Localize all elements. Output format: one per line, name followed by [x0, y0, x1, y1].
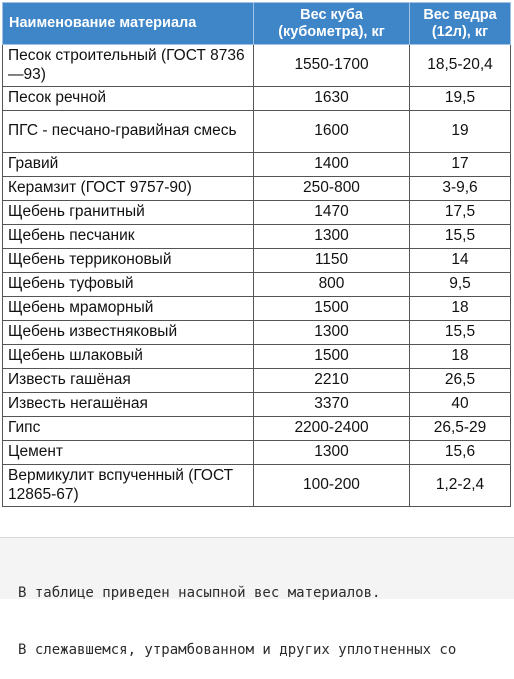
cube-weight-cell: 1400 [254, 153, 410, 177]
bucket-weight-cell: 3-9,6 [410, 177, 511, 201]
material-name-cell: Известь гашёная [3, 369, 254, 393]
material-name-cell: Щебень известняковый [3, 321, 254, 345]
bucket-weight-cell: 19 [410, 111, 511, 153]
header-cube-weight: Вес куба (кубометра), кг [254, 3, 410, 45]
cube-weight-cell: 1300 [254, 321, 410, 345]
table-row [3, 297, 511, 321]
table-body [3, 45, 511, 507]
cube-weight-cell: 1550-1700 [254, 45, 410, 87]
material-name-cell: Песок речной [3, 87, 254, 111]
material-name-cell: Щебень песчаник [3, 225, 254, 249]
cube-weight-cell: 1470 [254, 201, 410, 225]
bucket-weight-cell: 26,5 [410, 369, 511, 393]
header-row [3, 3, 511, 45]
cube-weight-cell: 100-200 [254, 465, 410, 507]
cube-weight-cell: 250-800 [254, 177, 410, 201]
table-row [3, 465, 511, 507]
table-row [3, 249, 511, 273]
materials-weight-table [2, 2, 511, 507]
bucket-weight-cell: 18,5-20,4 [410, 45, 511, 87]
material-name-cell: Щебень шлаковый [3, 345, 254, 369]
header-material-name: Наименование материала [3, 3, 254, 45]
table-row [3, 87, 511, 111]
cube-weight-cell: 1630 [254, 87, 410, 111]
material-name-cell: Щебень терриконовый [3, 249, 254, 273]
cube-weight-cell: 1600 [254, 111, 410, 153]
cube-weight-cell: 1300 [254, 441, 410, 465]
bucket-weight-cell: 17,5 [410, 201, 511, 225]
table-row [3, 111, 511, 153]
bucket-weight-cell: 18 [410, 345, 511, 369]
cube-weight-cell: 1500 [254, 345, 410, 369]
material-name-cell: Песок строительный (ГОСТ 8736—93) [3, 45, 254, 87]
table-row [3, 369, 511, 393]
table-row [3, 153, 511, 177]
material-name-cell: Цемент [3, 441, 254, 465]
bucket-weight-cell: 18 [410, 297, 511, 321]
table-row [3, 273, 511, 297]
bucket-weight-cell: 14 [410, 249, 511, 273]
material-name-cell: Керамзит (ГОСТ 9757-90) [3, 177, 254, 201]
bucket-weight-cell: 40 [410, 393, 511, 417]
note-line: В слежавшемся, утрамбованном и других уплотненных со [18, 642, 457, 658]
header-bucket-weight: Вес ведра (12л), кг [410, 3, 511, 45]
bucket-weight-cell: 17 [410, 153, 511, 177]
table-row [3, 45, 511, 87]
cube-weight-cell: 1300 [254, 225, 410, 249]
cube-weight-cell: 3370 [254, 393, 410, 417]
note-code-block [0, 537, 514, 658]
bucket-weight-cell: 19,5 [410, 87, 511, 111]
cube-weight-cell: 800 [254, 273, 410, 297]
table-header [3, 3, 511, 45]
material-name-cell: Щебень гранитный [3, 201, 254, 225]
cube-weight-cell: 1500 [254, 297, 410, 321]
table-row [3, 441, 511, 465]
material-name-cell: Вермикулит вспученный (ГОСТ 12865-67) [3, 465, 254, 507]
bucket-weight-cell: 15,5 [410, 321, 511, 345]
note-line: В таблице приведен насыпной вес материалов. [18, 585, 381, 601]
cube-weight-cell: 2210 [254, 369, 410, 393]
bucket-weight-cell: 15,6 [410, 441, 511, 465]
bucket-weight-cell: 9,5 [410, 273, 511, 297]
table-row [3, 177, 511, 201]
table-row [3, 345, 511, 369]
material-name-cell: Известь негашёная [3, 393, 254, 417]
table-row [3, 321, 511, 345]
material-name-cell: Гравий [3, 153, 254, 177]
cube-weight-cell: 1150 [254, 249, 410, 273]
bucket-weight-cell: 1,2-2,4 [410, 465, 511, 507]
material-name-cell: Щебень туфовый [3, 273, 254, 297]
material-name-cell: Щебень мраморный [3, 297, 254, 321]
bucket-weight-cell: 26,5-29 [410, 417, 511, 441]
material-name-cell: Гипс [3, 417, 254, 441]
table-row [3, 201, 511, 225]
table-row [3, 225, 511, 249]
table-row [3, 417, 511, 441]
table-row [3, 393, 511, 417]
material-name-cell: ПГС - песчано-гравийная смесь [3, 111, 254, 153]
cube-weight-cell: 2200-2400 [254, 417, 410, 441]
bucket-weight-cell: 15,5 [410, 225, 511, 249]
